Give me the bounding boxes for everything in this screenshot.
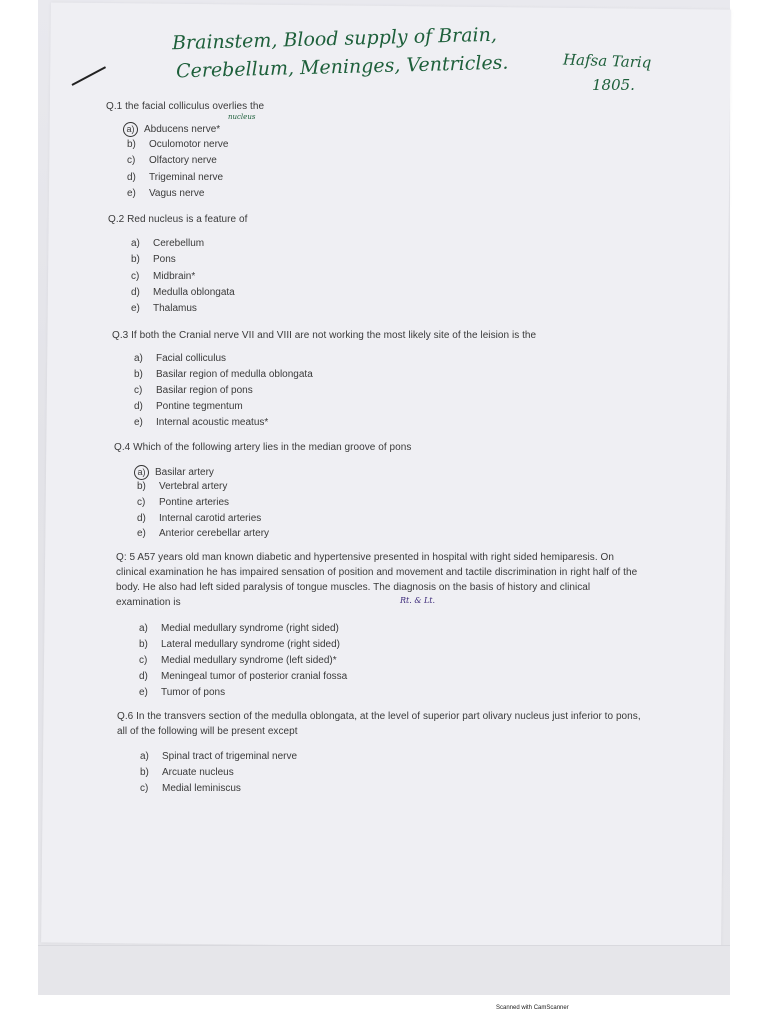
- question-3: Q.3 If both the Cranial nerve VII and VIII are not working the most likely site of the leision is the: [112, 330, 537, 341]
- option-q3-e: [134, 417, 268, 428]
- option-text: Pons: [153, 254, 176, 265]
- option-text: Oculomotor nerve: [149, 139, 229, 150]
- option-q3-b: [134, 369, 313, 380]
- option-letter: c): [127, 155, 136, 166]
- option-text: Arcuate nucleus: [162, 767, 234, 778]
- option-text: Cerebellum: [153, 238, 205, 249]
- option-text: Abducens nerve*: [144, 124, 221, 135]
- option-letter: e): [131, 303, 140, 314]
- option-letter: b): [137, 481, 146, 492]
- handwritten-note-q5: Rt. & Lt.: [400, 596, 436, 605]
- option-q3-a: [134, 353, 226, 364]
- option-q5-b: [139, 639, 340, 650]
- option-q3-c: [134, 385, 253, 396]
- option-letter: d): [137, 513, 146, 524]
- option-q5-e: [139, 687, 225, 698]
- option-letter: c): [131, 271, 140, 282]
- option-letter: b): [127, 139, 136, 150]
- option-letter: b): [139, 639, 148, 650]
- option-text: Vagus nerve: [149, 188, 205, 199]
- option-letter: c): [134, 385, 143, 396]
- option-text: Tumor of pons: [161, 687, 226, 698]
- option-q1-d: [127, 172, 223, 183]
- option-text: Pontine tegmentum: [156, 401, 243, 412]
- pen-stroke-mark: [72, 66, 106, 86]
- option-q4-a: [137, 465, 214, 480]
- scanner-watermark: Scanned with CamScanner: [496, 1005, 569, 1011]
- handwritten-title-line2: Cerebellum, Meninges, Ventricles.: [175, 51, 509, 83]
- option-text: Anterior cerebellar artery: [159, 528, 270, 539]
- option-text: Spinal tract of trigeminal nerve: [162, 751, 298, 762]
- option-q2-e: [131, 303, 197, 314]
- option-letter: b): [134, 369, 143, 380]
- option-q6-b: [140, 767, 234, 778]
- option-q1-a: [126, 122, 220, 137]
- option-letter: c): [139, 655, 148, 666]
- option-q1-b: [127, 139, 228, 150]
- question-5: Q: 5 A57 years old man known diabetic and hypertensive presented in hospital with right sided hemiparesis. On clinical examination he has impaired sensation of position and movement and tactile discrimination in right half of the body. He also had left sided paralysis of tongue muscles. The diagnosis on the basis of history and clinical examination is: [116, 552, 638, 608]
- handwritten-title-line1: Brainstem, Blood supply of Brain,: [171, 23, 498, 55]
- option-letter: a): [134, 353, 143, 364]
- option-text: Facial colliculus: [156, 353, 227, 364]
- option-text: Thalamus: [153, 303, 197, 314]
- option-text: Meningeal tumor of posterior cranial fossa: [161, 671, 348, 682]
- option-letter: a): [131, 238, 140, 249]
- option-text: Midbrain*: [153, 271, 196, 282]
- option-letter: c): [140, 783, 149, 794]
- option-q5-c: [139, 655, 337, 666]
- option-letter: b): [140, 767, 149, 778]
- option-text: Olfactory nerve: [149, 155, 217, 166]
- option-q4-c: [137, 497, 229, 508]
- handwritten-roll-number: 1805.: [592, 76, 635, 94]
- option-text: Medulla oblongata: [153, 287, 235, 298]
- question-1: Q.1 the facial colliculus overlies the: [106, 101, 265, 112]
- circled-answer-mark: a): [123, 122, 138, 137]
- option-q4-d: [137, 513, 261, 524]
- option-text: Internal carotid arteries: [159, 513, 262, 524]
- option-q6-a: [140, 751, 297, 762]
- option-q2-c: [131, 271, 195, 282]
- option-letter: d): [127, 172, 136, 183]
- option-text: Basilar artery: [155, 467, 214, 478]
- option-text: Internal acoustic meatus*: [156, 417, 269, 428]
- option-text: Pontine arteries: [159, 497, 230, 508]
- option-q5-a: [139, 623, 339, 634]
- option-letter: e): [139, 687, 148, 698]
- question-2: Q.2 Red nucleus is a feature of: [108, 214, 248, 225]
- option-text: Medial medullary syndrome (right sided): [161, 623, 339, 634]
- option-q6-c: [140, 783, 241, 794]
- option-text: Lateral medullary syndrome (right sided): [161, 639, 340, 650]
- option-q3-d: [134, 401, 243, 412]
- option-text: Medial medullary syndrome (left sided)*: [161, 655, 337, 666]
- option-q5-d: [139, 671, 347, 682]
- option-q4-e: [137, 528, 269, 539]
- option-q2-b: [131, 254, 176, 265]
- option-letter: a): [140, 751, 149, 762]
- option-letter: d): [134, 401, 143, 412]
- question-6: Q.6 In the transvers section of the medulla oblongata, at the level of superior part olivary nucleus just inferior to pons, all of the following will be present except: [117, 711, 641, 737]
- option-q4-b: [137, 481, 227, 492]
- option-text: Medial leminiscus: [162, 783, 241, 794]
- option-letter: b): [131, 254, 140, 265]
- question-4: Q.4 Which of the following artery lies in the median groove of pons: [114, 442, 412, 453]
- option-letter: e): [127, 188, 136, 199]
- option-q2-a: [131, 238, 204, 249]
- option-letter: e): [137, 528, 146, 539]
- option-q2-d: [131, 287, 235, 298]
- option-letter: d): [131, 287, 140, 298]
- option-letter: e): [134, 417, 143, 428]
- option-letter: a): [139, 623, 148, 634]
- option-letter: d): [139, 671, 148, 682]
- option-q1-e: [127, 188, 204, 199]
- option-q1-c: [127, 155, 217, 166]
- handwritten-note-q1: nucleus: [228, 113, 256, 121]
- option-text: Basilar region of medulla oblongata: [156, 369, 313, 380]
- circled-answer-mark: a): [134, 465, 149, 480]
- handwritten-author: Hafsa Tariq: [562, 50, 652, 72]
- option-letter: c): [137, 497, 146, 508]
- option-text: Trigeminal nerve: [149, 172, 224, 183]
- option-text: Vertebral artery: [159, 481, 228, 492]
- option-text: Basilar region of pons: [156, 385, 253, 396]
